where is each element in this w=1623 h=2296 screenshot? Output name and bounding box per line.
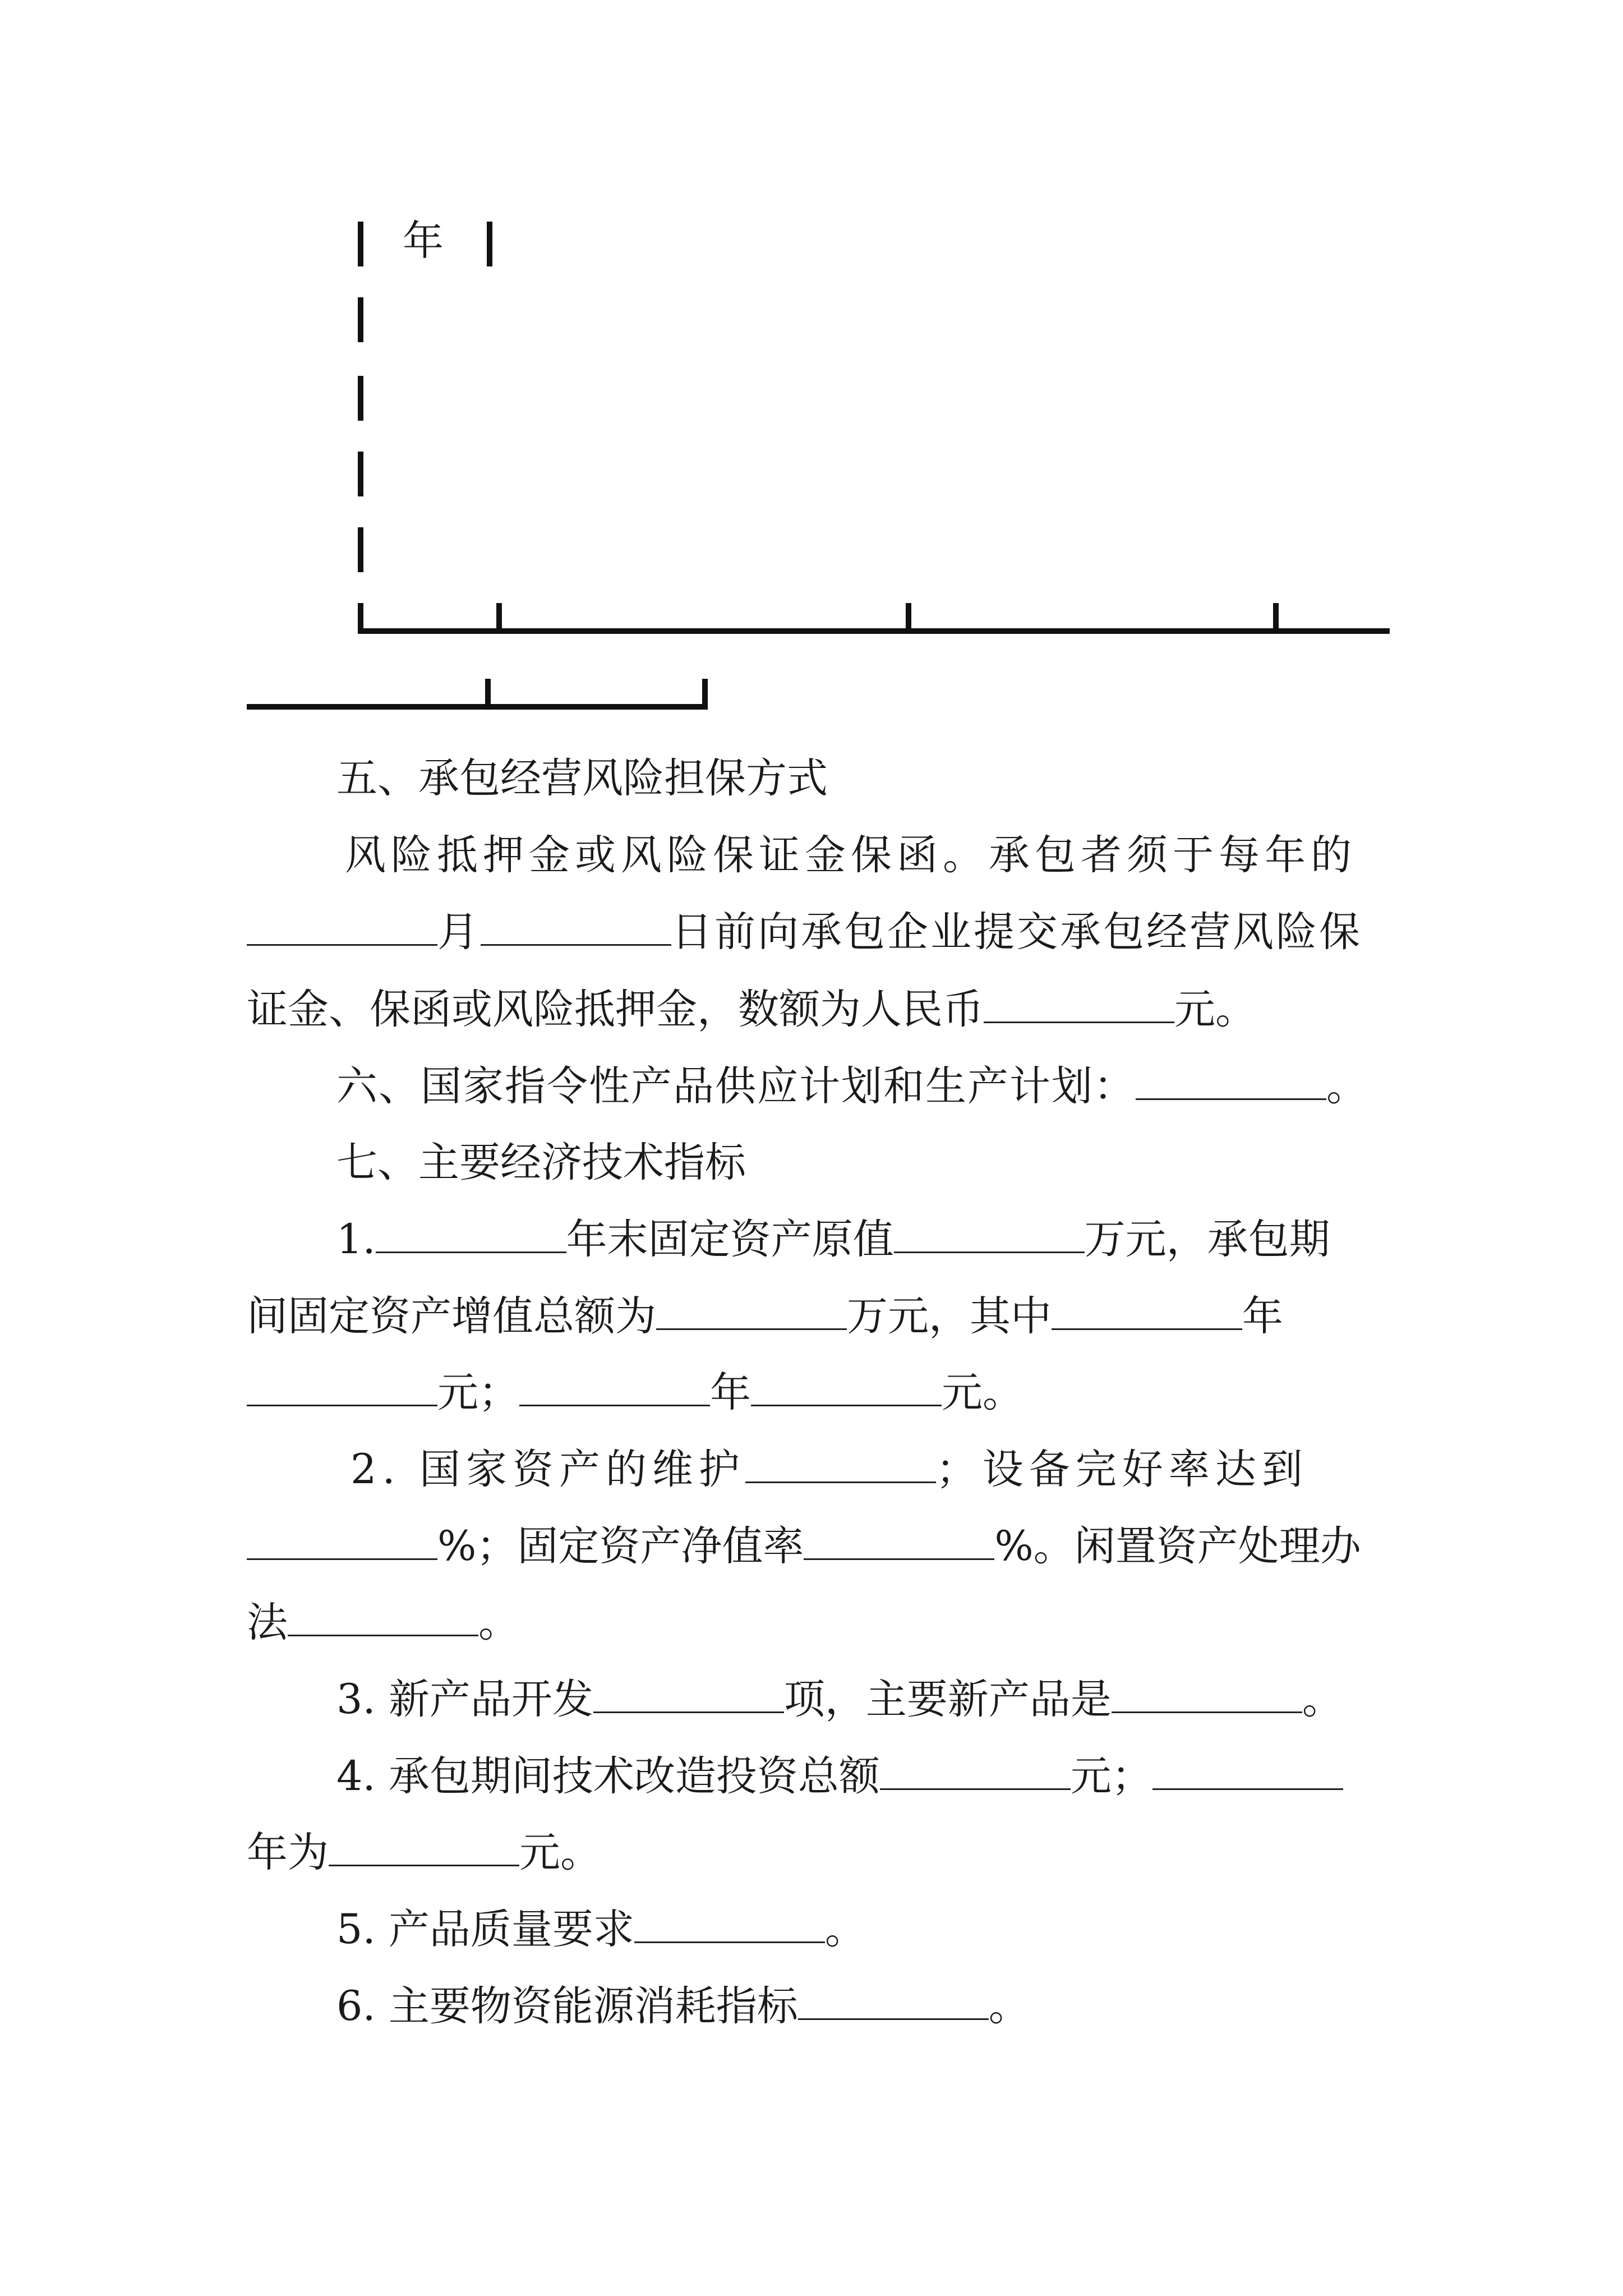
table-left-border-2 [358,376,363,421]
item1-value-blank[interactable] [894,1247,1085,1253]
item4-text-3: 年为 [247,1829,329,1876]
item2-netvalue-blank[interactable] [804,1554,994,1560]
section5-title: 五、承包经营风险担保方式 [336,754,828,802]
table-bottom2-tick-2 [702,679,708,710]
section5-line2 [247,904,1362,960]
item2-text-1: 2. 国家资产的维护 [351,1446,745,1493]
section7-title: 七、主要经济技术指标 [336,1139,746,1186]
section6-line [336,1059,1368,1115]
item1-text-4: 万元，其中 [847,1292,1052,1340]
item4-total-blank[interactable] [880,1784,1071,1790]
item1-line2 [247,1289,1283,1345]
table-left-border-top [358,222,363,266]
section5-line3 [247,982,1256,1038]
amount-blank[interactable] [984,1017,1174,1023]
table-year-label: 年 [403,217,444,265]
item1-text-2: 万元，承包期 [1084,1216,1330,1263]
item6-line [336,1978,1030,2035]
table-bottom-tick-3 [1273,603,1279,634]
item2-text-5: 法 [247,1599,288,1646]
item4-amount-blank[interactable] [329,1860,519,1866]
item1-text-8: 元。 [942,1369,1023,1416]
item4-line1 [336,1749,1343,1805]
table-bottom-tick-1 [496,603,502,634]
month-label: 月 [437,908,481,956]
item2-text-2: ；设备完好率达到 [935,1446,1308,1493]
table-year-right-border [487,222,492,266]
item5-quality-blank[interactable] [634,1937,825,1943]
item5-text-2: 。 [824,1906,866,1953]
item2-text-6: 。 [478,1599,519,1646]
item3-text-3: 。 [1302,1676,1343,1723]
item2-line2 [247,1519,1361,1575]
item1-year2-blank[interactable] [1052,1324,1242,1330]
item2-line3 [247,1595,519,1651]
item6-energy-blank[interactable] [798,2014,989,2020]
item2-text-4: %。闲置资产处理办 [994,1522,1361,1570]
item4-text-1: 4. 承包期间技术改造投资总额 [336,1752,880,1800]
item4-text-4: 元。 [519,1829,601,1876]
item1-text-6: 元； [437,1369,519,1416]
item5-line [336,1902,866,1958]
table-bottom2-tick-1 [485,679,491,710]
item2-method-blank[interactable] [288,1630,478,1636]
item1-line1 [336,1212,1330,1268]
item1-text-7: 年 [710,1369,751,1416]
section5-line1 [345,827,1357,884]
item1-increase-blank[interactable] [656,1324,847,1330]
day-blank[interactable] [481,940,671,946]
item6-text-1: 6. 主要物资能源消耗指标 [336,1982,798,2030]
table-bottom-border-2 [247,704,707,710]
item6-text-2: 。 [988,1982,1030,2030]
item1-amount2-blank[interactable] [751,1400,942,1406]
item4-line2 [247,1825,601,1881]
table-bottom-tick-2 [906,603,911,634]
item1-year-blank[interactable] [376,1247,566,1253]
section5-text-2: 日前向承包企业提交承包经营风险保 [671,908,1362,956]
month-blank[interactable] [247,940,437,946]
section5-text-3: 证金、保函或风险抵押金，数额为人民币 [247,986,984,1033]
item1-line3 [247,1365,1023,1421]
item3-text-1: 3. 新产品开发 [336,1676,593,1723]
item2-text-3: %；固定资产净值率 [437,1522,804,1570]
item2-line1 [351,1442,1308,1498]
item1-text-5: 年 [1242,1292,1283,1340]
section6-title: 六、国家指令性产品供应计划和生产计划： [336,1062,1136,1110]
table-left-border-4 [358,527,363,572]
item3-count-blank[interactable] [593,1707,784,1713]
item1-text-1: 年末固定资产原值 [566,1216,894,1263]
item1-number: 1. [336,1216,376,1263]
item3-text-2: 项，主要新产品是 [783,1676,1112,1723]
section6-end: 。 [1326,1062,1368,1110]
plan-blank[interactable] [1136,1094,1326,1100]
item2-maintenance-blank[interactable] [745,1477,936,1483]
item2-rate-blank[interactable] [247,1554,437,1560]
item3-product-blank[interactable] [1112,1707,1302,1713]
item4-text-2: 元； [1070,1752,1152,1800]
item3-line [336,1672,1343,1728]
table-left-border-1 [358,297,363,342]
section5-text-1: 风险抵押金或风险保证金保函。承包者须于每年的 [345,831,1357,879]
table-bottom-border [358,628,1390,634]
item1-amount-blank[interactable] [247,1400,437,1406]
item4-year-blank[interactable] [1152,1784,1343,1790]
table-left-border-3 [358,452,363,496]
item1-text-3: 间固定资产增值总额为 [247,1292,656,1340]
item1-year3-blank[interactable] [519,1400,710,1406]
section5-text-4: 元。 [1174,986,1256,1033]
item5-text-1: 5. 产品质量要求 [336,1906,634,1953]
